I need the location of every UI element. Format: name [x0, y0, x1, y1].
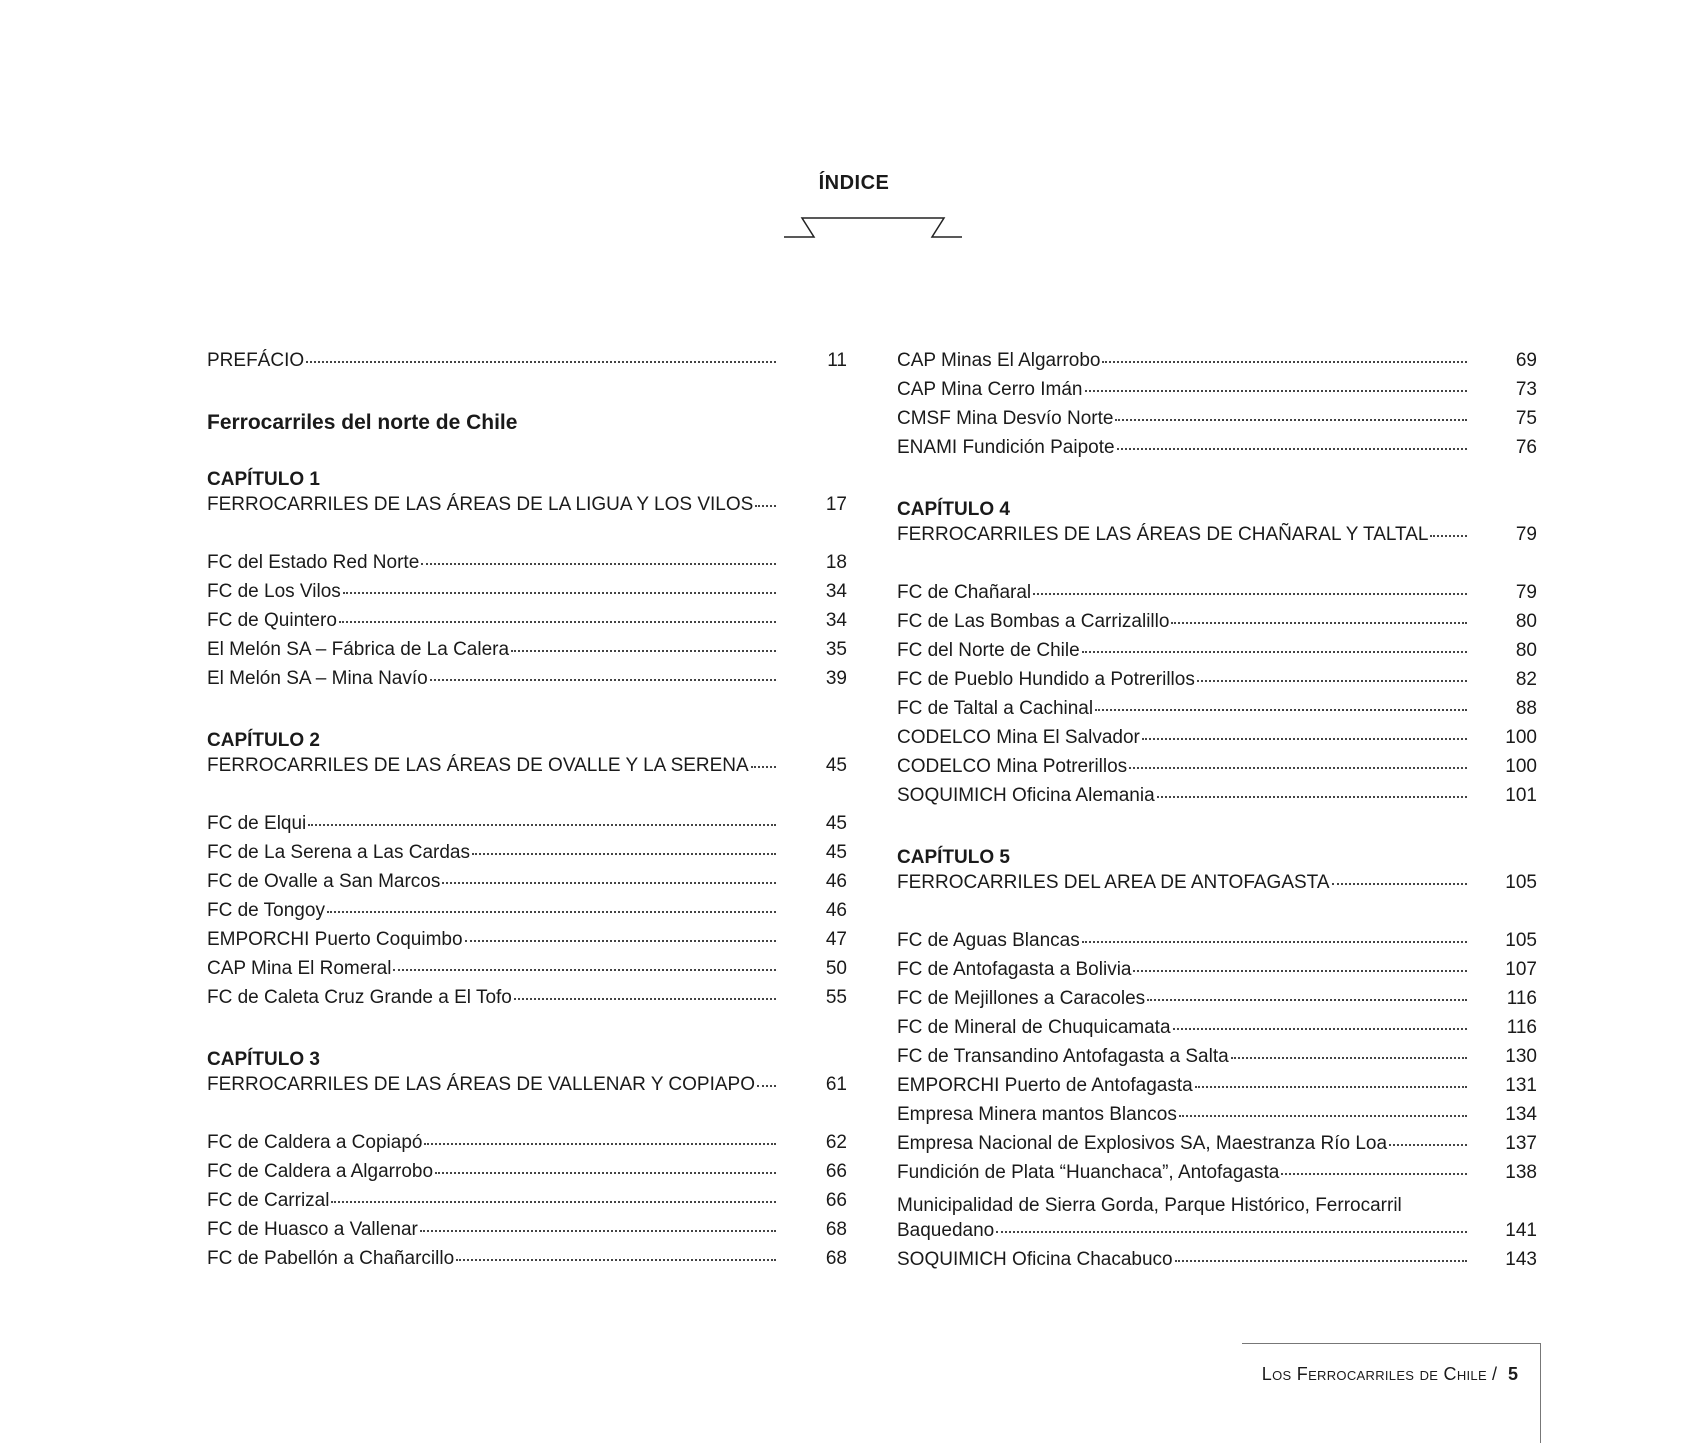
entry-page: 45	[825, 842, 847, 863]
chapter-title-entry[interactable]	[207, 494, 847, 523]
toc-entry[interactable]	[897, 698, 1537, 727]
toc-entry[interactable]	[897, 1133, 1537, 1162]
entry-label: El Melón SA – Fábrica de La Calera	[207, 639, 510, 660]
chapter-heading: CAPÍTULO 5	[897, 847, 1010, 868]
toc-entry[interactable]	[897, 988, 1537, 1017]
entry-label: FC de La Serena a Las Cardas	[207, 842, 470, 863]
toc-entry[interactable]	[207, 813, 847, 842]
dot-leader	[1095, 709, 1467, 711]
toc-entry[interactable]	[207, 639, 847, 668]
entry-page: 68	[825, 1219, 847, 1240]
entry-page: 35	[825, 639, 847, 660]
entry-label: CODELCO Mina El Salvador	[897, 727, 1140, 748]
entry-label: SOQUIMICH Oficina Chacabuco	[897, 1249, 1173, 1270]
chapter-title-entry[interactable]	[207, 755, 847, 784]
dot-leader	[1430, 535, 1467, 537]
toc-entry[interactable]	[207, 871, 847, 900]
dot-leader	[1147, 999, 1467, 1001]
dot-leader	[456, 1259, 776, 1261]
dot-leader	[327, 911, 776, 913]
entry-label: CODELCO Mina Potrerillos	[897, 756, 1128, 777]
toc-entry[interactable]	[897, 959, 1537, 988]
entry-label: EMPORCHI Puerto de Antofagasta	[897, 1075, 1193, 1096]
entry-page: 69	[1515, 350, 1537, 371]
toc-entry[interactable]	[207, 1248, 847, 1277]
toc-entry[interactable]	[207, 929, 847, 958]
toc-entry[interactable]	[897, 727, 1537, 756]
entry-label: FC de Caldera a Algarrobo	[207, 1161, 434, 1182]
dot-leader	[1332, 883, 1467, 885]
dot-leader	[1231, 1057, 1467, 1059]
dot-leader	[430, 679, 776, 681]
entry-label: FC del Estado Red Norte	[207, 552, 420, 573]
dot-leader	[1133, 970, 1467, 972]
toc-entry[interactable]	[897, 1220, 1537, 1249]
entry-label: FC de Quintero	[207, 610, 337, 631]
toc-entry[interactable]	[207, 668, 847, 697]
entry-page: 34	[825, 581, 847, 602]
entry-label: FC de Mineral de Chuquicamata	[897, 1017, 1171, 1038]
toc-entry[interactable]	[897, 1046, 1537, 1075]
entry-label: FC de Pabellón a Chañarcillo	[207, 1248, 455, 1269]
entry-page: 61	[825, 1074, 847, 1095]
entry-page: 79	[1515, 582, 1537, 603]
dot-leader	[1142, 738, 1467, 740]
dot-leader	[393, 969, 776, 971]
toc-entry[interactable]	[897, 350, 1537, 379]
entry-label: FC de Ovalle a San Marcos	[207, 871, 441, 892]
entry-label: Baquedano	[897, 1220, 995, 1241]
entry-label: FC de Caleta Cruz Grande a El Tofo	[207, 987, 512, 1008]
toc-left-column	[207, 350, 847, 1277]
entry-page: 100	[1505, 756, 1537, 777]
dot-leader	[511, 650, 776, 652]
toc-right-column	[897, 350, 1537, 1278]
page-title: ÍNDICE	[818, 172, 890, 194]
toc-entry[interactable]	[897, 1249, 1537, 1278]
dot-leader	[514, 998, 776, 1000]
entry-label: FC de Los Vilos	[207, 581, 341, 602]
dot-leader	[757, 1085, 776, 1087]
entry-page: 45	[825, 813, 847, 834]
toc-entry[interactable]	[897, 640, 1537, 669]
entry-page: 107	[1505, 959, 1537, 980]
entry-page: 76	[1515, 437, 1537, 458]
dot-leader	[465, 940, 776, 942]
entry-label: Empresa Nacional de Explosivos SA, Maestranza Río Loa	[897, 1133, 1388, 1154]
entry-page: 46	[825, 871, 847, 892]
entry-label: FC de Mejillones a Caracoles	[897, 988, 1146, 1009]
dot-leader	[1171, 622, 1467, 624]
running-title: Los Ferrocarriles de Chile	[1261, 1364, 1487, 1384]
toc-entry[interactable]	[897, 1017, 1537, 1046]
dot-leader	[1082, 941, 1467, 943]
dot-leader	[1085, 390, 1468, 392]
entry-page: 105	[1505, 930, 1537, 951]
toc-entry[interactable]	[207, 610, 847, 639]
entry-page: 101	[1505, 785, 1537, 806]
dot-leader	[1389, 1144, 1467, 1146]
entry-page: 55	[825, 987, 847, 1008]
dot-leader	[442, 882, 776, 884]
entry-page: 75	[1515, 408, 1537, 429]
entry-label: FERROCARRILES DEL AREA DE ANTOFAGASTA	[897, 872, 1330, 893]
dot-leader	[435, 1172, 776, 1174]
running-footer	[1262, 1364, 1518, 1385]
dot-leader	[1173, 1028, 1467, 1030]
entry-label: ENAMI Fundición Paipote	[897, 437, 1115, 458]
entry-label: FC de Taltal a Cachinal	[897, 698, 1094, 719]
entry-page: 47	[825, 929, 847, 950]
entry-label: SOQUIMICH Oficina Alemania	[897, 785, 1155, 806]
entry-page: 68	[825, 1248, 847, 1269]
entry-page: 105	[1505, 872, 1537, 893]
entry-label: FC de Huasco a Vallenar	[207, 1219, 418, 1240]
entry-label: FC de Tongoy	[207, 900, 325, 921]
entry-label: FC del Norte de Chile	[897, 640, 1080, 661]
dot-leader	[1179, 1115, 1467, 1117]
chapter-title-entry[interactable]	[897, 872, 1537, 901]
entry-page: 50	[825, 958, 847, 979]
toc-entry[interactable]	[207, 1190, 847, 1219]
entry-page: 11	[827, 350, 847, 371]
toc-entry[interactable]	[897, 785, 1537, 814]
title-ornament	[784, 216, 962, 238]
dot-leader	[751, 766, 776, 768]
dot-leader	[1102, 361, 1467, 363]
toc-entry[interactable]	[207, 552, 847, 581]
toc-entry[interactable]	[207, 900, 847, 929]
entry-page: 66	[825, 1190, 847, 1211]
page-number: 5	[1507, 1364, 1518, 1384]
dot-leader	[420, 1230, 776, 1232]
toc-entry[interactable]	[897, 437, 1537, 466]
toc-entry[interactable]	[897, 1104, 1537, 1133]
dot-leader	[1157, 796, 1467, 798]
entry-label: FC de Aguas Blancas	[897, 930, 1080, 951]
dot-leader	[339, 621, 776, 623]
entry-label: El Melón SA – Mina Navío	[207, 668, 428, 689]
toc-entry[interactable]	[897, 669, 1537, 698]
entry-label: FERROCARRILES DE LAS ÁREAS DE VALLENAR Y COPIAPO	[207, 1074, 756, 1095]
entry-label: FC de Caldera a Copiapó	[207, 1132, 423, 1153]
dot-leader	[1197, 680, 1467, 682]
toc-entry[interactable]	[207, 958, 847, 987]
entry-label: EMPORCHI Puerto Coquimbo	[207, 929, 463, 950]
entry-label: FERROCARRILES DE LAS ÁREAS DE OVALLE Y LA SERENA	[207, 755, 749, 776]
entry-page: 62	[825, 1132, 847, 1153]
entry-page: 34	[825, 610, 847, 631]
dot-leader	[1129, 767, 1467, 769]
entry-page: 100	[1505, 727, 1537, 748]
entry-page: 39	[825, 668, 847, 689]
entry-page: 73	[1515, 379, 1537, 400]
toc-entry[interactable]	[897, 408, 1537, 437]
toc-entry[interactable]	[897, 379, 1537, 408]
entry-label: CAP Minas El Algarrobo	[897, 350, 1101, 371]
chapter-heading: CAPÍTULO 4	[897, 499, 1010, 520]
dot-leader	[755, 505, 776, 507]
dot-leader	[1115, 419, 1467, 421]
entry-label: FC de Transandino Antofagasta a Salta	[897, 1046, 1229, 1067]
dot-leader	[1281, 1173, 1467, 1175]
entry-label-line[interactable]: Municipalidad de Sierra Gorda, Parque Histórico, Ferrocarril	[897, 1195, 1402, 1216]
entry-page: 131	[1505, 1075, 1537, 1096]
entry-page: 143	[1505, 1249, 1537, 1270]
dot-leader	[306, 361, 776, 363]
entry-page: 134	[1505, 1104, 1537, 1125]
entry-label: FC de Elqui	[207, 813, 307, 834]
dot-leader	[996, 1231, 1467, 1233]
entry-page: 80	[1515, 611, 1537, 632]
entry-label: FERROCARRILES DE LAS ÁREAS DE LA LIGUA Y LOS VILOS	[207, 494, 754, 515]
dot-leader	[1175, 1260, 1467, 1262]
toc-entry[interactable]	[897, 1075, 1537, 1104]
entry-page: 137	[1505, 1133, 1537, 1154]
chapter-title-entry[interactable]	[897, 524, 1537, 553]
toc-entry-prefacio[interactable]	[207, 350, 847, 379]
entry-label: CMSF Mina Desvío Norte	[897, 408, 1114, 429]
entry-page: 18	[825, 552, 847, 573]
entry-label: Fundición de Plata “Huanchaca”, Antofagasta	[897, 1162, 1280, 1183]
entry-page: 88	[1515, 698, 1537, 719]
toc-entry[interactable]	[207, 581, 847, 610]
entry-label: CAP Mina Cerro Imán	[897, 379, 1083, 400]
dot-leader	[1195, 1086, 1467, 1088]
dot-leader	[421, 563, 776, 565]
entry-label: FERROCARRILES DE LAS ÁREAS DE CHAÑARAL Y TALTAL	[897, 524, 1429, 545]
entry-page: 138	[1505, 1162, 1537, 1183]
entry-page: 46	[825, 900, 847, 921]
entry-label: FC de Pueblo Hundido a Potrerillos	[897, 669, 1195, 690]
entry-label: PREFÁCIO	[207, 350, 305, 371]
entry-page: 82	[1515, 669, 1537, 690]
entry-page: 80	[1515, 640, 1537, 661]
entry-page: 17	[825, 494, 847, 515]
entry-label: FC de Antofagasta a Bolivia	[897, 959, 1132, 980]
entry-label: CAP Mina El Romeral	[207, 958, 392, 979]
entry-page: 141	[1505, 1220, 1537, 1241]
entry-page: 130	[1505, 1046, 1537, 1067]
chapter-heading: CAPÍTULO 1	[207, 469, 320, 490]
toc-entry[interactable]	[897, 582, 1537, 611]
dot-leader	[424, 1143, 776, 1145]
toc-entry[interactable]	[897, 611, 1537, 640]
entry-page: 45	[825, 755, 847, 776]
footer-separator: /	[1491, 1364, 1497, 1384]
toc-entry[interactable]	[207, 842, 847, 871]
entry-label: FC de Chañaral	[897, 582, 1032, 603]
dot-leader	[1117, 448, 1467, 450]
footer-rule-vertical	[1540, 1343, 1541, 1443]
chapter-title-entry[interactable]	[207, 1074, 847, 1103]
toc-entry[interactable]	[207, 987, 847, 1016]
dot-leader	[343, 592, 776, 594]
toc-entry[interactable]	[207, 1161, 847, 1190]
dot-leader	[1082, 651, 1467, 653]
dot-leader	[331, 1201, 776, 1203]
toc-entry[interactable]	[897, 756, 1537, 785]
toc-entry[interactable]	[207, 1219, 847, 1248]
entry-page: 66	[825, 1161, 847, 1182]
dot-leader	[1033, 593, 1467, 595]
entry-label: FC de Las Bombas a Carrizalillo	[897, 611, 1170, 632]
chapter-heading: CAPÍTULO 3	[207, 1049, 320, 1070]
dot-leader	[308, 824, 776, 826]
entry-page: 116	[1506, 988, 1537, 1009]
toc-entry[interactable]	[207, 1132, 847, 1161]
toc-entry[interactable]	[897, 1162, 1537, 1191]
part-heading: Ferrocarriles del norte de Chile	[207, 411, 518, 434]
dot-leader	[472, 853, 776, 855]
chapter-heading: CAPÍTULO 2	[207, 730, 320, 751]
footer-rule	[1242, 1343, 1541, 1344]
entry-page: 79	[1515, 524, 1537, 545]
entry-label: Empresa Minera mantos Blancos	[897, 1104, 1177, 1125]
entry-label: FC de Carrizal	[207, 1190, 330, 1211]
entry-page: 116	[1506, 1017, 1537, 1038]
toc-entry[interactable]	[897, 930, 1537, 959]
